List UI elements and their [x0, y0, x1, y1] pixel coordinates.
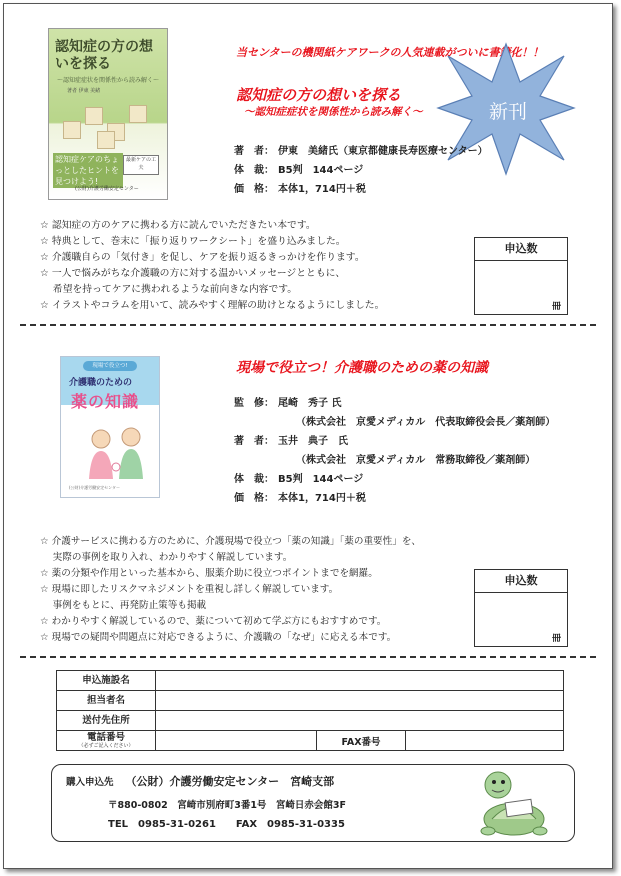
- book2-cover-image: [60, 356, 160, 498]
- section-divider: [20, 324, 596, 326]
- spec-key: 著 者：: [234, 436, 274, 447]
- spec-key: 価 格：: [234, 493, 274, 504]
- spec-value: 玉井 典子 氏: [278, 436, 348, 447]
- spec-value: 本体1，714円＋税: [278, 493, 366, 504]
- book1-cover-body: 認知症ケアのちょっとしたヒントを見つけよう!: [53, 153, 123, 188]
- facility-field[interactable]: [156, 671, 564, 691]
- table-row: [57, 671, 564, 691]
- book1-cover-image: [48, 28, 168, 200]
- contact-heading: [66, 773, 334, 789]
- contact-box: [51, 764, 575, 842]
- book2-title: 現場で役立つ！介護職のための薬の知識: [236, 360, 488, 376]
- badge-label: 新刊: [488, 101, 528, 123]
- spec-key: 体 裁：: [234, 165, 274, 176]
- list-item: ☆ 特典として、巻末に「振り返りワークシート」を盛り込みました。: [40, 236, 346, 247]
- book2-spec-author: [234, 432, 348, 447]
- table-row: [57, 691, 564, 711]
- book2-order-quantity-box[interactable]: [474, 569, 568, 647]
- list-item: ☆ 一人で悩みがちな介護職の方に対する温かいメッセージとともに、: [40, 268, 346, 279]
- section-divider: [20, 656, 596, 658]
- contact-address: 〒880-0802 宮崎市別府町3番1号 宮崎日赤会館3F: [108, 800, 347, 811]
- book2-cover-illustration: [81, 423, 151, 481]
- book1-cover-illustration: [59, 101, 155, 149]
- list-item: 事例をもとに、再発防止策等も掲載: [40, 600, 207, 611]
- book2-cover-band: 現場で役立つ!: [83, 361, 137, 371]
- book1-cover-title: 認知症の方の想いを探る: [55, 39, 153, 72]
- order-unit: 冊: [551, 302, 561, 312]
- book1-headline: 当センターの機関紙ケアワークの人気連載がついに書籍化！！: [236, 46, 544, 59]
- book2-spec-format: [234, 470, 363, 485]
- book1-subtitle: ～認知症症状を関係性から読み解く～: [244, 106, 423, 118]
- phone-label: [57, 731, 156, 751]
- book2-feature-list: [40, 534, 421, 646]
- list-item: ☆ 薬の分類や作用といった基本から、服薬介助に役立つポイントまでを網羅。: [40, 568, 378, 579]
- list-item: ☆ 認知症の方のケアに携わる方に読んでいただきたい本です。: [40, 220, 316, 231]
- spec-value: （株式会社 京愛メディカル 常務取締役／薬剤師）: [296, 455, 536, 466]
- person-label: 担当者名: [57, 691, 156, 711]
- order-unit: 冊: [551, 634, 561, 644]
- phone-note: （必ずご記入ください）: [78, 743, 134, 749]
- list-item: ☆ 現場に即したリスクマネジメントを重視し詳しく解説しています。: [40, 584, 339, 595]
- list-item: ☆ イラストやコラムを用いて、読みやすく理解の助けとなるようにしました。: [40, 300, 385, 311]
- table-row: [57, 711, 564, 731]
- book1-order-quantity-box[interactable]: [474, 237, 568, 315]
- order-label: 申込数: [475, 238, 567, 261]
- spec-value: （株式会社 京愛メディカル 代表取締役会長／薬剤師）: [296, 417, 556, 428]
- book1-feature-list: [40, 218, 384, 314]
- book1-cover-subtitle: ～認知症症状を関係性から読み解く～: [57, 77, 160, 84]
- facility-label: 申込施設名: [57, 671, 156, 691]
- spec-key: 著 者：: [234, 146, 274, 157]
- contact-label: 購入申込先: [66, 777, 114, 788]
- book1-cover-publisher: (公財)介護労働安定センター: [75, 186, 139, 192]
- address-label: 送付先住所: [57, 711, 156, 731]
- spec-key: 監 修：: [234, 398, 274, 409]
- book2-cover-title-small: 介護職のための: [69, 378, 133, 388]
- list-item: 希望を持ってケアに携われるような前向きな内容です。: [40, 284, 298, 295]
- spec-value: B5判 144ページ: [278, 474, 364, 485]
- book2-cover-title-big: 薬の知識: [71, 392, 140, 411]
- list-item: ☆ 現場での疑問や問題点に対応できるように、介護職の「なぜ」に応える本です。: [40, 632, 397, 643]
- list-item: ☆ 介護職自らの「気付き」を促し、ケアを振り返るきっかけを作ります。: [40, 252, 365, 263]
- list-item: ☆ 介護サービスに携わる方のために、介護現場で役立つ「薬の知識」「薬の重要性」を、: [40, 536, 422, 547]
- list-item: ☆ わかりやすく解説しているので、薬について初めて学ぶ方にもおすすめです。: [40, 616, 387, 627]
- book2-spec-author-affiliation: [296, 451, 535, 466]
- list-item: 実際の事例を取り入れ、わかりやすく解説しています。: [40, 552, 293, 563]
- order-flyer: [3, 3, 613, 869]
- spec-value: B5判 144ページ: [278, 165, 364, 176]
- contact-phone-fax: TEL 0985-31-0261 FAX 0985-31-0335: [108, 819, 345, 830]
- spec-value: 本体1，714円＋税: [278, 184, 366, 195]
- phone-field[interactable]: [156, 731, 317, 751]
- book2-spec-price: [234, 489, 366, 504]
- order-form-table: [56, 670, 564, 751]
- order-label: 申込数: [475, 570, 567, 593]
- turtle-mascot-icon: [470, 767, 556, 839]
- fax-field[interactable]: [406, 731, 564, 751]
- spec-key: 価 格：: [234, 184, 274, 195]
- contact-org: （公財）介護労働安定センター 宮崎支部: [125, 775, 335, 788]
- book1-spec-price: [234, 180, 366, 195]
- book1-cover-author: 著者 伊東 美緒: [67, 88, 101, 94]
- spec-value: 伊東 美緒氏（東京都健康長寿医療センター）: [278, 146, 488, 157]
- person-field[interactable]: [156, 691, 564, 711]
- fax-label: FAX番号: [317, 731, 406, 751]
- phone-label-text: 電話番号: [86, 732, 125, 743]
- address-field[interactable]: [156, 711, 564, 731]
- book2-cover-publisher: (公財)介護労働安定センター: [69, 485, 120, 490]
- book1-spec-author: [234, 142, 488, 157]
- book2-spec-supervisor: [234, 394, 341, 409]
- table-row: [57, 731, 564, 751]
- book1-spec-format: [234, 161, 363, 176]
- book1-cover-tag: 最新ケアの工夫: [123, 155, 159, 175]
- book1-title: 認知症の方の想いを探る: [236, 86, 402, 104]
- spec-key: 体 裁：: [234, 474, 274, 485]
- book2-spec-supervisor-affiliation: [296, 413, 555, 428]
- spec-value: 尾崎 秀子 氏: [278, 398, 342, 409]
